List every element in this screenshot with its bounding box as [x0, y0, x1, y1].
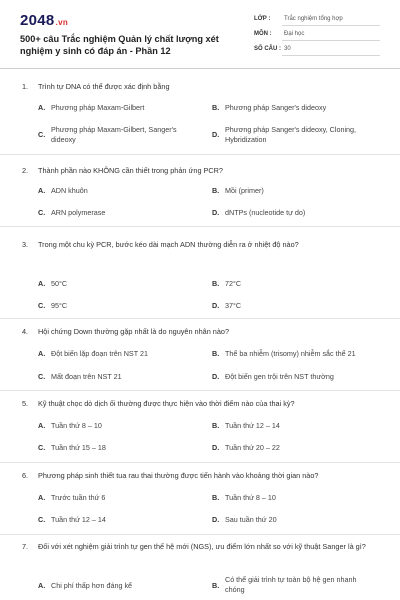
document-meta — [254, 13, 380, 58]
question-text — [22, 469, 382, 483]
option-text: Thể ba nhiễm (trisomy) nhiễm sắc thể 21 — [225, 349, 356, 358]
option-letter: B. — [212, 186, 220, 195]
question-divider — [0, 462, 400, 463]
question-body: Trong một chu kỳ PCR, bước kéo dài mạch ADN thường diễn ra ở nhiệt độ nào? — [38, 240, 299, 249]
meta-key: SỐ CÂU : — [254, 46, 281, 52]
option-letter: B. — [212, 493, 220, 502]
option-letter: B. — [212, 581, 220, 590]
meta-row-class — [254, 13, 380, 28]
question-divider — [0, 154, 400, 155]
logo-main-text: 2048 — [20, 12, 55, 29]
option-letter: A. — [38, 581, 46, 590]
option-text: 72°C — [225, 279, 242, 288]
option-text: Phương pháp Maxam-Gilbert — [51, 103, 145, 112]
question-number: 4. — [22, 327, 29, 336]
question-number: 2. — [22, 166, 29, 175]
option-text: ARN polymerase — [51, 208, 106, 217]
option-letter: D. — [212, 130, 220, 139]
option-letter: D. — [212, 301, 220, 310]
question-text — [22, 325, 382, 339]
question-number: 3. — [22, 240, 29, 249]
option-letter: C. — [38, 515, 46, 524]
question-text — [22, 397, 382, 411]
option-text: Tuần thứ 12 – 14 — [51, 515, 106, 524]
meta-value: 30 — [284, 46, 291, 52]
option-letter: B. — [212, 421, 220, 430]
option-letter: A. — [38, 421, 46, 430]
document-title: 500+ câu Trắc nghiệm Quản lý chất lượng xét nghiệm y sinh có đáp án - Phần 12 — [20, 34, 219, 56]
question-divider — [0, 390, 400, 391]
question-body: Thành phần nào KHÔNG cần thiết trong phản ứng PCR? — [38, 166, 223, 175]
option-text: Mất đoạn trên NST 21 — [51, 372, 122, 381]
question-text — [22, 164, 382, 178]
question-body: Kỹ thuật chọc dò dịch ối thường được thực hiện vào thời điểm nào của thai kỳ? — [38, 399, 295, 408]
question-number: 6. — [22, 471, 29, 480]
option-letter: A. — [38, 493, 46, 502]
question-number: 1. — [22, 82, 29, 91]
option-letter: D. — [212, 372, 220, 381]
meta-underline — [282, 25, 380, 26]
option-letter: B. — [212, 349, 220, 358]
option-text: Phương pháp Sanger's dideoxy, Cloning, Hybridization — [225, 125, 357, 144]
option-text: Phương pháp Maxam-Gilbert, Sanger's dideoxy — [51, 125, 177, 144]
option-text: Mồi (primer) — [225, 186, 264, 195]
option-text: Chi phí thấp hơn đáng kể — [51, 581, 133, 590]
question-divider — [0, 318, 400, 319]
meta-key: MÔN : — [254, 31, 272, 37]
option-letter: B. — [212, 279, 220, 288]
option-text: 37°C — [225, 301, 242, 310]
site-logo[interactable] — [20, 12, 68, 29]
option-text: 50°C — [51, 279, 68, 288]
question-number: 5. — [22, 399, 29, 408]
option-text: Có thể giải trình tự toàn bộ hệ gen nhanh chóng — [225, 575, 357, 594]
logo-suffix-text: .vn — [55, 18, 69, 27]
option-text: Phương pháp Sanger's dideoxy — [225, 103, 327, 112]
meta-underline — [282, 55, 380, 56]
option-text: Đột biến gen trội trên NST thường — [225, 372, 334, 381]
meta-underline — [282, 40, 380, 41]
option-letter: C. — [38, 443, 46, 452]
option-letter: D. — [212, 515, 220, 524]
question-divider — [0, 226, 400, 227]
option-letter: A. — [38, 279, 46, 288]
question-text — [22, 234, 342, 255]
option-letter: B. — [212, 103, 220, 112]
option-letter: C. — [38, 130, 46, 139]
option-text: 95°C — [51, 301, 68, 310]
meta-value: Đại học — [284, 31, 305, 37]
question-text — [22, 80, 382, 94]
meta-key: LỚP : — [254, 16, 271, 22]
question-body: Phương pháp sinh thiết tua rau thai thường được tiến hành vào khoảng thời gian nào? — [38, 471, 319, 480]
question-number: 7. — [22, 542, 29, 551]
question-text — [22, 541, 382, 552]
option-letter: C. — [38, 301, 46, 310]
option-text: dNTPs (nucleotide tự do) — [225, 208, 306, 217]
option-letter: D. — [212, 443, 220, 452]
header-divider — [0, 68, 400, 69]
option-text: Tuần thứ 20 – 22 — [225, 443, 280, 452]
question-body: Hội chứng Down thường gặp nhất là do nguyên nhân nào? — [38, 327, 230, 336]
option-text: Đột biến lặp đoạn trên NST 21 — [51, 349, 148, 358]
option-text: Tuần thứ 15 – 18 — [51, 443, 106, 452]
option-text: Tuần thứ 8 – 10 — [225, 493, 276, 502]
question-body: Trình tự DNA có thể được xác định bằng — [38, 82, 170, 91]
meta-row-subject — [254, 28, 380, 43]
option-letter: D. — [212, 208, 220, 217]
option-letter: A. — [38, 103, 46, 112]
option-text: Tuần thứ 8 – 10 — [51, 421, 102, 430]
option-letter: C. — [38, 208, 46, 217]
option-text: ADN khuôn — [51, 186, 88, 195]
option-letter: C. — [38, 372, 46, 381]
option-text: Trước tuần thứ 6 — [51, 493, 106, 502]
question-body: Đối với xét nghiệm giải trình tự gen thế hệ mới (NGS), ưu điểm lớn nhất so với kỹ thuật Sanger là gì? — [38, 542, 366, 551]
option-letter: A. — [38, 186, 46, 195]
meta-value: Trắc nghiệm tổng hợp — [284, 16, 343, 22]
option-text: Sau tuần thứ 20 — [225, 515, 277, 524]
option-text: Tuần thứ 12 – 14 — [225, 421, 280, 430]
question-divider — [0, 534, 400, 535]
page-header — [0, 0, 400, 66]
meta-row-count — [254, 43, 380, 58]
option-letter: A. — [38, 349, 46, 358]
